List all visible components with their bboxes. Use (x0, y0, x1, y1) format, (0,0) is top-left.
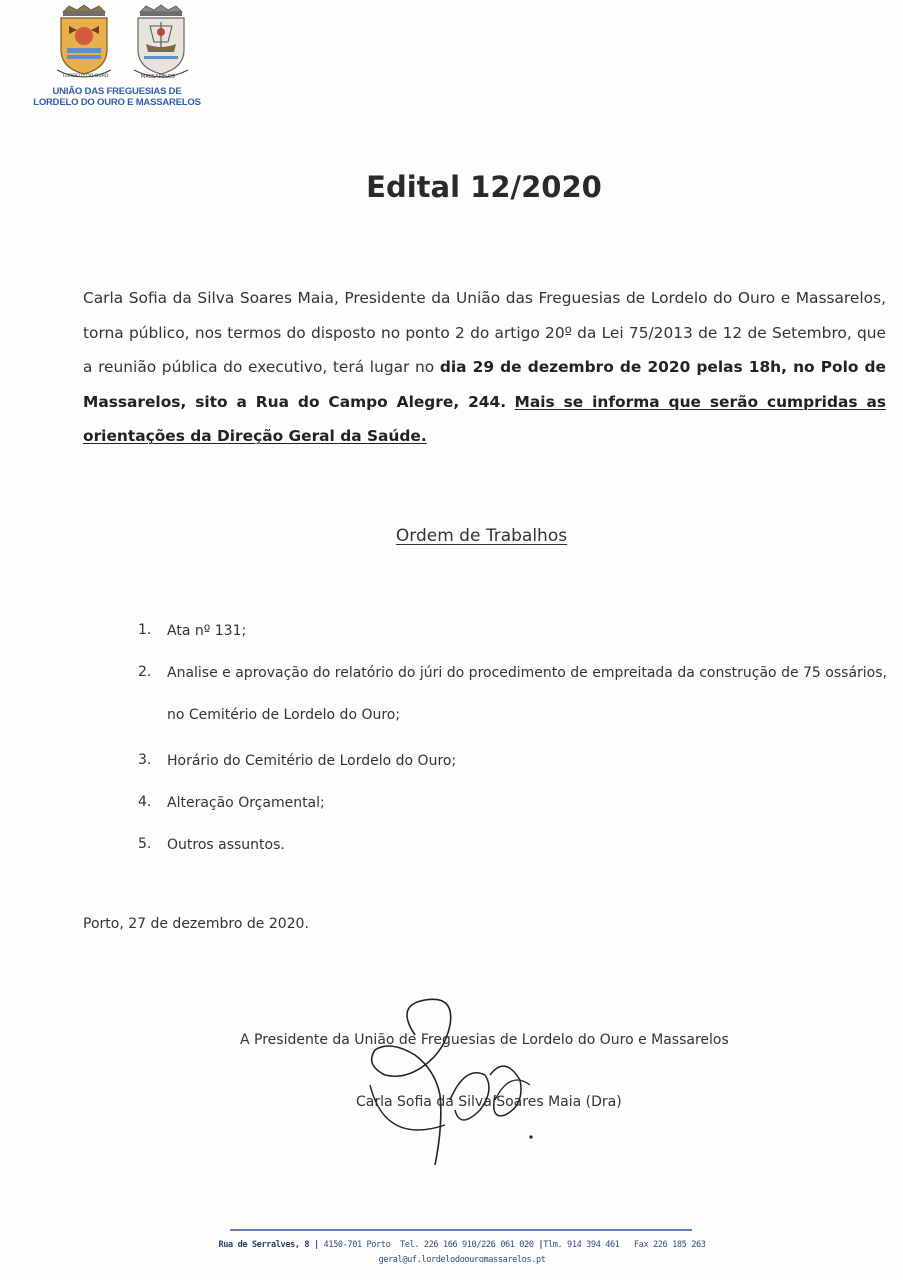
lordelo-crest-icon (55, 4, 113, 84)
org-name-line2: LORDELO DO OURO E MASSARELOS (33, 97, 201, 108)
announcement-paragraph (83, 281, 886, 454)
crest-left-label: LORDELO DO OURO (63, 74, 109, 79)
agenda-item-number: 1. (138, 622, 152, 638)
handwritten-signature-icon (355, 995, 555, 1170)
agenda-item-number: 2. (138, 664, 152, 680)
footer-address: Rua de Serralves, 8 (218, 1240, 310, 1250)
agenda-item-text: Outros assuntos. (167, 837, 285, 853)
footer-fax: Fax 226 185 263 (633, 1240, 706, 1250)
date-line: Porto, 27 de dezembro de 2020. (83, 916, 309, 932)
agenda-item-number: 5. (138, 836, 152, 852)
footer-postal: 4150-701 Porto (323, 1240, 391, 1250)
crest-right-label: MASSARELOS (141, 74, 175, 80)
massarelos-crest-icon (132, 4, 190, 84)
agenda-title: Ordem de Trabalhos (395, 526, 568, 546)
agenda-item-text: Analise e aprovação do relatório do júri do procedimento de empreitada da construção de 75 ossários, no Cemitério de Lordelo do Ouro; (167, 665, 887, 723)
header-logos (55, 4, 195, 84)
org-name-line1: UNIÃO DAS FREGUESIAS DE (52, 86, 182, 97)
agenda-item-number: 3. (138, 752, 152, 768)
agenda-item-text: Horário do Cemitério de Lordelo do Ouro; (167, 753, 457, 769)
agenda-item-text: Alteração Orçamental; (167, 795, 325, 811)
footer-mobile: Tlm. 914 394 461 (543, 1240, 620, 1250)
agenda-item-text: Ata nº 131; (167, 623, 247, 639)
health-guidance-note: Mais se informa que serão cumpridas as orientações da Direção Geral da Saúde. (83, 392, 886, 446)
meeting-details: dia 29 de dezembro de 2020 pelas 18h, no Polo de Massarelos, sito a Rua do Campo Alegre, 244. (83, 358, 886, 411)
footer-phone: Tel. 226 166 910/226 061 020 (399, 1240, 534, 1250)
document-title: Edital 12/2020 (366, 170, 602, 204)
agenda-item-number: 4. (138, 794, 152, 810)
signatory-name: Carla Sofia da Silva Soares Maia (Dra) (356, 1094, 622, 1110)
announcement-intro: Carla Sofia da Silva Soares Maia, Presidente da União das Freguesias de Lordelo do Ouro e Massarelos, torna público, nos termos do disposto no ponto 2 do artigo 20º da Lei 75/2013 de 12 de Setembro, que a reunião pública do executivo, terá lugar no (83, 289, 886, 377)
org-name (22, 86, 212, 108)
footer-contact-line: Rua de Serralves, 8 | 4150-701 Porto Tel. 226 166 910/226 061 020 |Tlm. 914 394 461 Fax 226 185 263 (218, 1240, 706, 1250)
signatory-role: A Presidente da União de Freguesias de Lordelo do Ouro e Massarelos (240, 1032, 729, 1048)
footer-divider (230, 1229, 692, 1231)
footer-email[interactable]: geral@uf.lordelodoouromassarelos.pt (378, 1255, 546, 1265)
